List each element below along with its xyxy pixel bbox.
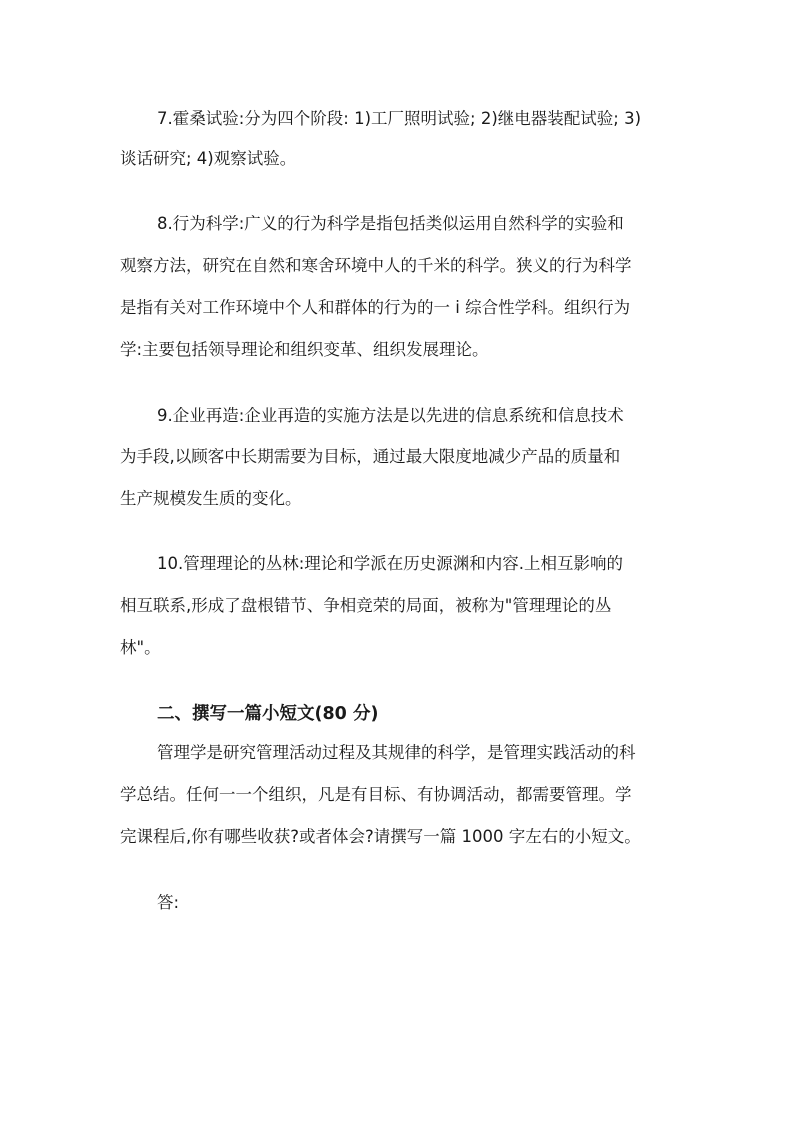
- section-2-line-2: 学总结。任何一一个组织，凡是有目标、有协调活动，都需要管理。学: [120, 785, 632, 804]
- item-10-line-2: 相互联系,形成了盘根错节、争相竞荣的局面，被称为"管理理论的丛: [120, 596, 612, 615]
- section-2-line-1: 管理学是研究管理活动过程及其规律的科学，是管理实践活动的科: [157, 743, 636, 762]
- item-7-line-2: 谈话研究; 4)观察试验。: [120, 149, 297, 168]
- item-9-line-1: 9.企业再造:企业再造的实施方法是以先进的信息系统和信息技术: [157, 406, 624, 425]
- item-9-line-2: 为手段,以顾客中长期需要为目标，通过最大限度地减少产品的质量和: [120, 447, 621, 466]
- item-8-line-2: 观察方法，研究在自然和寒舍环境中人的千米的科学。狭义的行为科学: [120, 256, 632, 275]
- answer-label: 答:: [157, 893, 180, 912]
- item-7-line-1: 7.霍桑试验:分为四个阶段: 1)工厂照明试验; 2)继电器装配试验; 3): [157, 109, 642, 128]
- item-8-line-4: 学:主要包括领导理论和组织变革、组织发展理论。: [120, 340, 489, 359]
- item-9-line-3: 生产规模发生质的变化。: [120, 489, 302, 508]
- item-10-line-3: 林"。: [120, 638, 161, 657]
- item-8-line-3: 是指有关对工作环境中个人和群体的行为的一 i 综合性学科。组织行为: [120, 298, 631, 317]
- item-8-line-1: 8.行为科学:广义的行为科学是指包括类似运用自然科学的实验和: [157, 214, 624, 233]
- section-2-heading: 二、撰写一篇小短文(80 分): [157, 704, 379, 724]
- item-10-line-1: 10.管理理论的丛林:理论和学派在历史源渊和内容.上相互影响的: [157, 554, 624, 573]
- section-2-line-3: 完课程后,你有哪些收获?或者体会?请撰写一篇 1000 字左右的小短文。: [120, 827, 641, 846]
